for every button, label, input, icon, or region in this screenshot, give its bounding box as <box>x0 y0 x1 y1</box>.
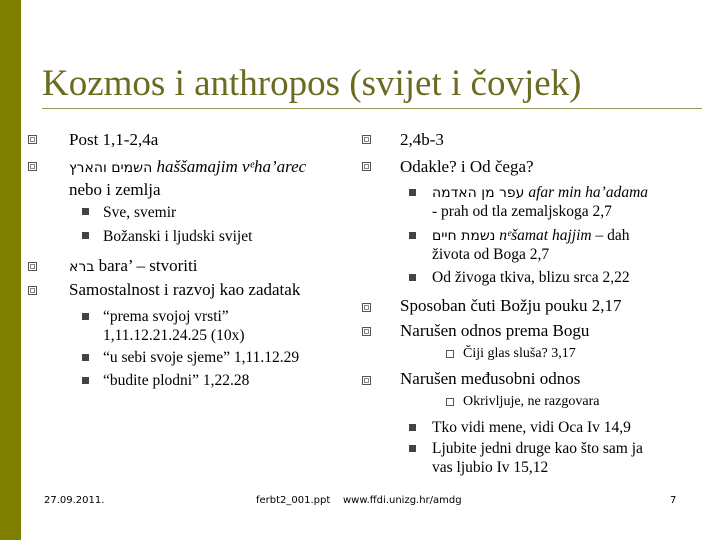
hebrew-text: השמים והארץ <box>69 160 153 176</box>
square-bullet-icon <box>409 274 416 281</box>
right-sub-2 <box>432 226 630 246</box>
bullet-icon <box>362 327 371 336</box>
hebrew-text: נשמת חיים <box>432 228 496 244</box>
square-bullet-icon <box>409 424 416 431</box>
left-sub-3-cont: 1,11.12.21.24.25 (10x) <box>103 327 245 344</box>
square-bullet-icon <box>409 445 416 452</box>
title-divider <box>42 108 702 109</box>
left-sub-4: “u sebi svoje sjeme” 1,11.12.29 <box>103 349 300 366</box>
left-sub-2: Božanski i ljudski svijet <box>103 228 253 245</box>
right-item-5: Narušen međusobni odnos <box>400 369 581 388</box>
square-bullet-icon <box>409 189 416 196</box>
transliteration: nᵉšamat hajjim <box>495 227 592 244</box>
left-sub-5: “budite plodni” 1,22.28 <box>103 372 250 389</box>
right-subsub-1: Čiji glas sluša? 3,17 <box>463 346 576 361</box>
bullet-icon <box>362 135 371 144</box>
small-bullet-icon <box>446 350 454 358</box>
slide-title: Kozmos i anthropos (svijet i čovjek) <box>42 63 582 104</box>
bullet-icon <box>28 135 37 144</box>
right-sub-1-cont: - prah od tla zemaljskoga 2,7 <box>432 203 612 220</box>
hebrew-text: ברא <box>69 259 95 275</box>
sidebar-bar <box>0 0 21 540</box>
transliteration: haššamajim vᵉha’arec <box>152 157 307 176</box>
right-item-4: Narušen odnos prema Bogu <box>400 321 590 340</box>
left-item-4: Samostalnost i razvoj kao zadatak <box>69 280 301 299</box>
bullet-icon <box>362 162 371 171</box>
small-bullet-icon <box>446 398 454 406</box>
bullet-icon <box>362 303 371 312</box>
bullet-icon <box>362 376 371 385</box>
right-sub-2-cont: života od Boga 2,7 <box>432 246 550 263</box>
square-bullet-icon <box>82 208 89 215</box>
footer-url: www.ffdi.unizg.hr/amdg <box>343 495 462 506</box>
bullet-icon <box>28 286 37 295</box>
left-sub-1: Sve, svemir <box>103 204 177 221</box>
right-subsub-2: Okrivljuje, ne razgovara <box>463 394 600 409</box>
item-text: bara’ – stvoriti <box>94 256 198 275</box>
footer-date: 27.09.2011. <box>44 495 105 506</box>
right-item-3: Sposoban čuti Božju pouku 2,17 <box>400 296 622 315</box>
footer-filename: ferbt2_001.ppt <box>256 495 331 506</box>
square-bullet-icon <box>82 232 89 239</box>
left-item-2-cont: nebo i zemlja <box>69 180 161 199</box>
transliteration: afar min ha’adama <box>524 184 649 201</box>
right-sub-5-cont: vas ljubio Iv 15,12 <box>432 459 549 476</box>
bullet-icon <box>28 262 37 271</box>
left-item-1: Post 1,1-2,4a <box>69 130 159 149</box>
right-item-1: 2,4b-3 <box>400 130 444 149</box>
square-bullet-icon <box>82 354 89 361</box>
square-bullet-icon <box>82 377 89 384</box>
left-item-2 <box>69 156 306 179</box>
item-text: – dah <box>591 227 630 244</box>
hebrew-text: עפר מן האדמה <box>432 185 525 201</box>
bullet-icon <box>28 162 37 171</box>
square-bullet-icon <box>409 232 416 239</box>
left-sub-3: “prema svojoj vrsti” <box>103 308 229 325</box>
square-bullet-icon <box>82 313 89 320</box>
right-sub-3: Od živoga tkiva, blizu srca 2,22 <box>432 269 630 286</box>
right-sub-5: Ljubite jedni druge kao što sam ja <box>432 440 643 457</box>
left-item-3 <box>69 255 197 278</box>
page-number: 7 <box>670 495 677 506</box>
right-item-2: Odakle? i Od čega? <box>400 157 534 176</box>
right-sub-4: Tko vidi mene, vidi Oca Iv 14,9 <box>432 419 631 436</box>
right-sub-1 <box>432 183 648 203</box>
